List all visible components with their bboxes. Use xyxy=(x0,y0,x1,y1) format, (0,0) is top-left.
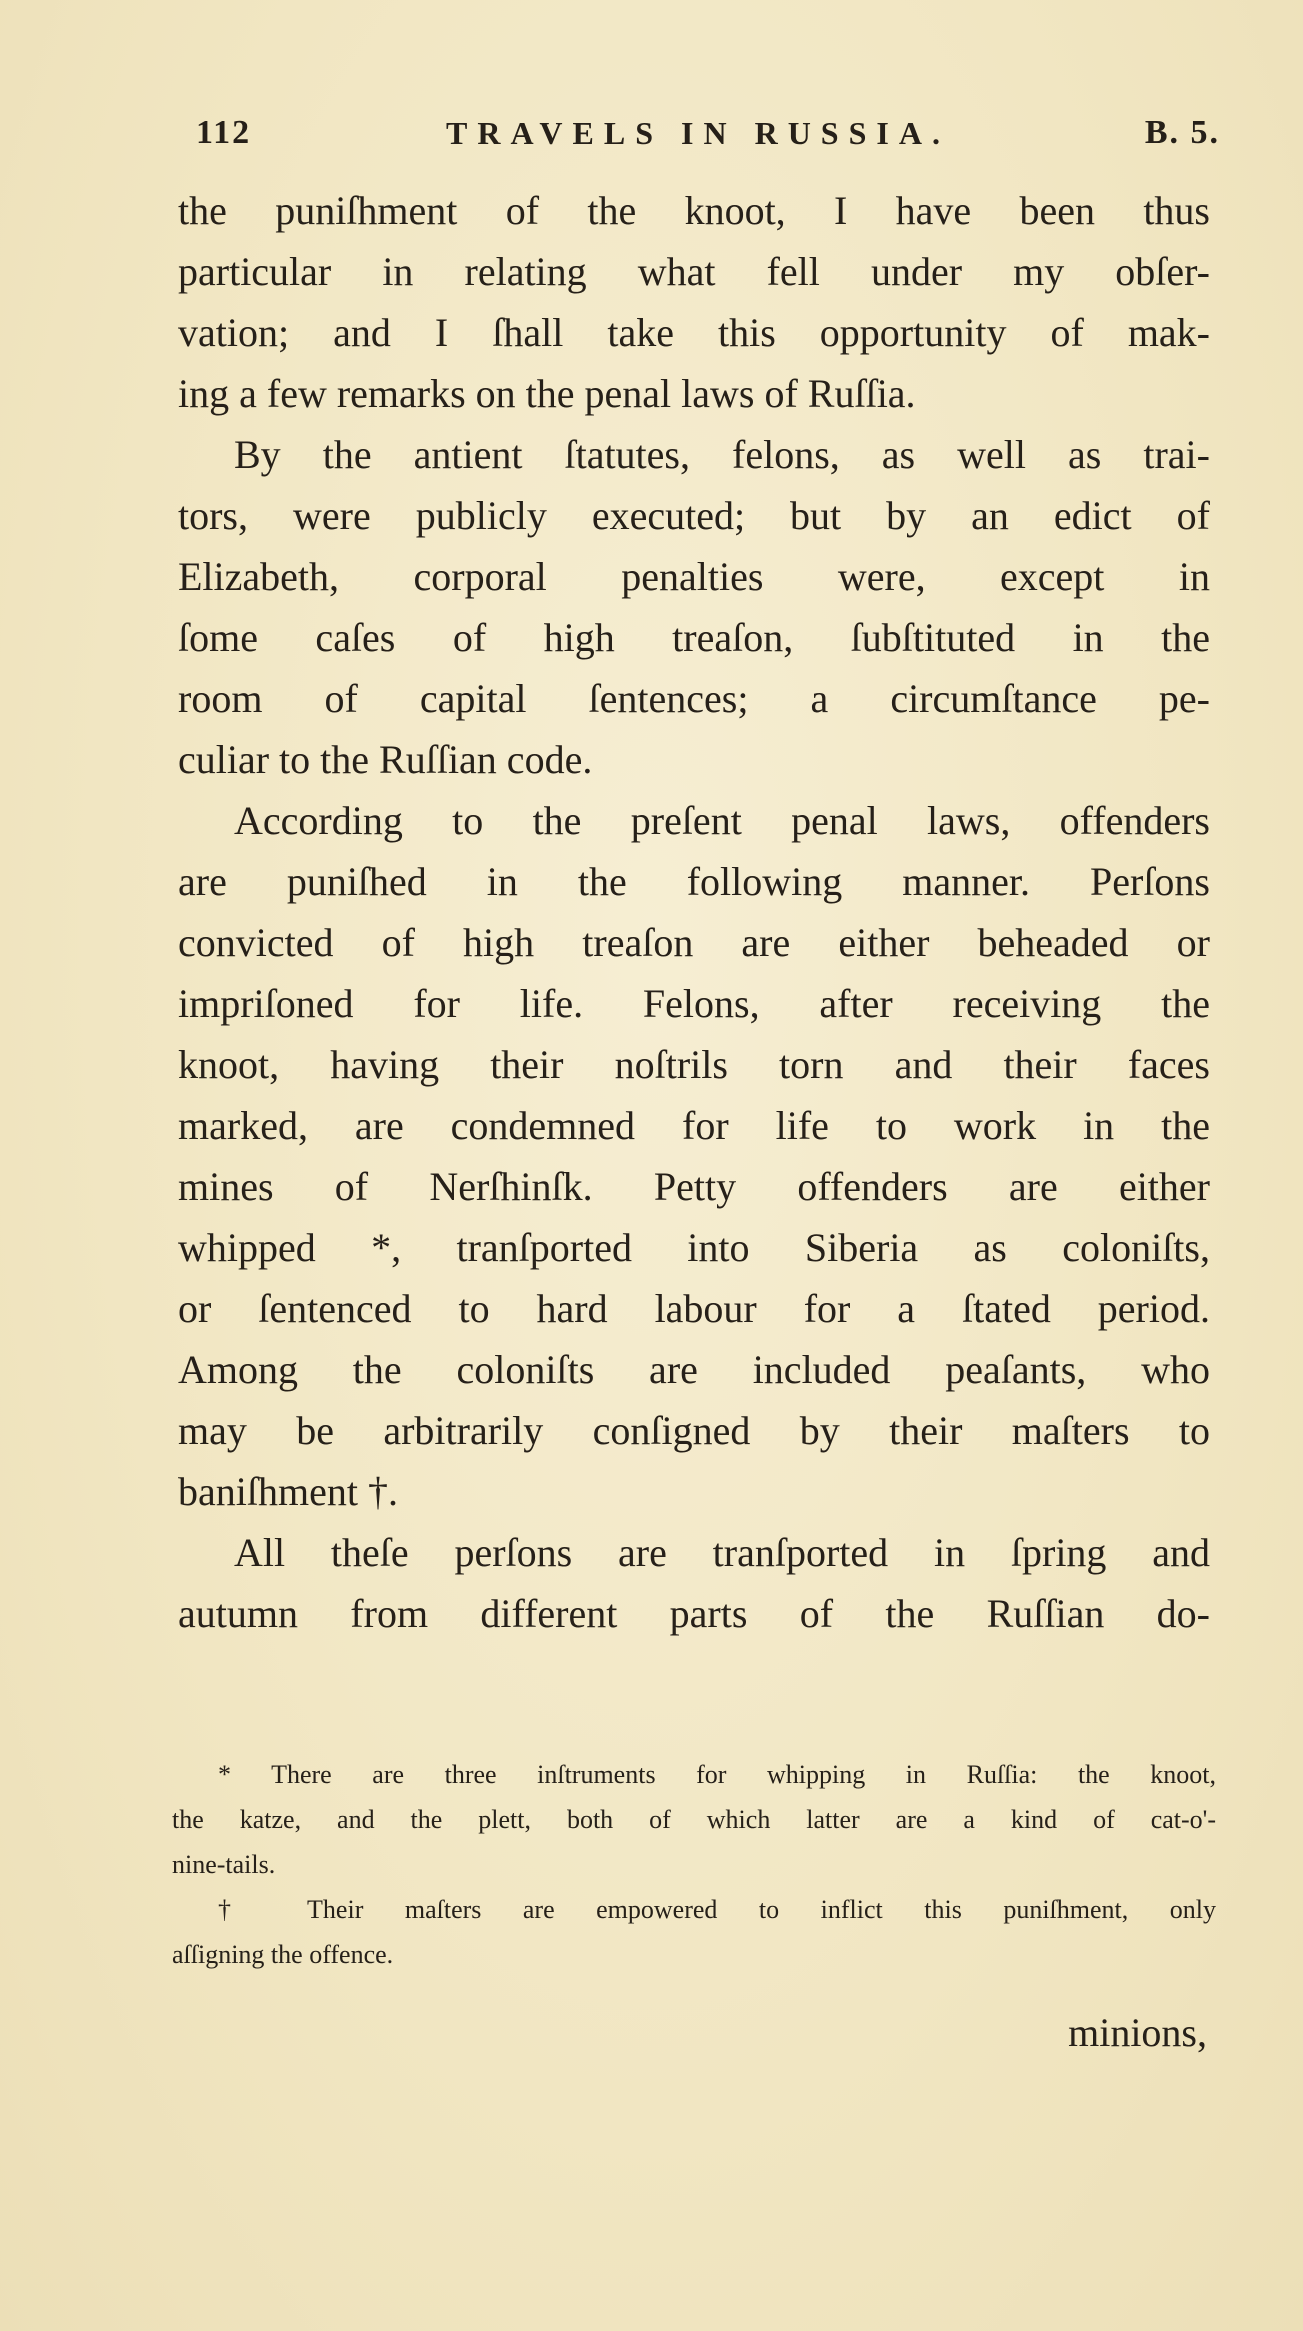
body-line: baniſhment †. xyxy=(178,1469,398,1514)
body-line: marked, are condemned for life to work in the xyxy=(178,1103,1210,1148)
body-line: autumn from different parts of the Ruſſian do- xyxy=(178,1591,1210,1636)
body-line: tors, were publicly executed; but by an edict of xyxy=(178,493,1210,538)
body-line: room of capital ſentences; a circumſtance pe- xyxy=(178,676,1210,721)
footnote-line: aſſigning the offence. xyxy=(172,1940,394,1969)
body-line: vation; and I ſhall take this opportunity of mak- xyxy=(178,310,1210,355)
body-line: knoot, having their noſtrils torn and their faces xyxy=(178,1042,1210,1087)
body-line: culiar to the Ruſſian code. xyxy=(178,737,593,782)
running-title: TRAVELS IN RUSSIA. xyxy=(445,114,950,151)
catchword: minions, xyxy=(1068,2010,1207,2055)
body-line: the puniſhment of the knoot, I have been thus xyxy=(178,188,1210,233)
body-line: or ſentenced to hard labour for a ſtated period. xyxy=(178,1286,1210,1331)
body-line: particular in relating what fell under my obſer- xyxy=(178,249,1210,294)
body-line: ſome caſes of high treaſon, ſubſtituted in the xyxy=(178,615,1210,660)
footnote-line: * There are three inſtruments for whipping in Ruſſia: the knoot, xyxy=(218,1760,1216,1789)
body-line: may be arbitrarily conſigned by their maſters to xyxy=(178,1408,1210,1453)
body-line: All theſe perſons are tranſported in ſpring and xyxy=(234,1530,1210,1575)
footnote-line: nine-tails. xyxy=(172,1850,276,1879)
body-line: ing a few remarks on the penal laws of Ruſſia. xyxy=(178,371,916,416)
footnote-line: † Their maſters are empowered to inflict this puniſhment, only xyxy=(218,1895,1216,1924)
running-head xyxy=(196,108,1220,158)
body-line: whipped *, tranſported into Siberia as coloniſts, xyxy=(178,1225,1210,1270)
page-number: 112 xyxy=(196,114,252,151)
book-number: B. 5. xyxy=(1144,114,1220,151)
body-line: mines of Nerſhinſk. Petty offenders are either xyxy=(178,1164,1210,1209)
body-line: are puniſhed in the following manner. Perſons xyxy=(178,859,1210,904)
body-line: convicted of high treaſon are either beheaded or xyxy=(178,920,1210,965)
body-line: By the antient ſtatutes, felons, as well as trai- xyxy=(234,432,1210,477)
footnotes xyxy=(172,1752,1216,1977)
body-line: Among the coloniſts are included peaſants, who xyxy=(178,1347,1210,1392)
body-text xyxy=(178,180,1210,1644)
body-line: Elizabeth, corporal penalties were, except in xyxy=(178,554,1210,599)
body-line: According to the preſent penal laws, offenders xyxy=(234,798,1210,843)
footnote-line: the katze, and the plett, both of which latter are a kind of cat-o'- xyxy=(172,1805,1216,1834)
body-line: impriſoned for life. Felons, after receiving the xyxy=(178,981,1210,1026)
